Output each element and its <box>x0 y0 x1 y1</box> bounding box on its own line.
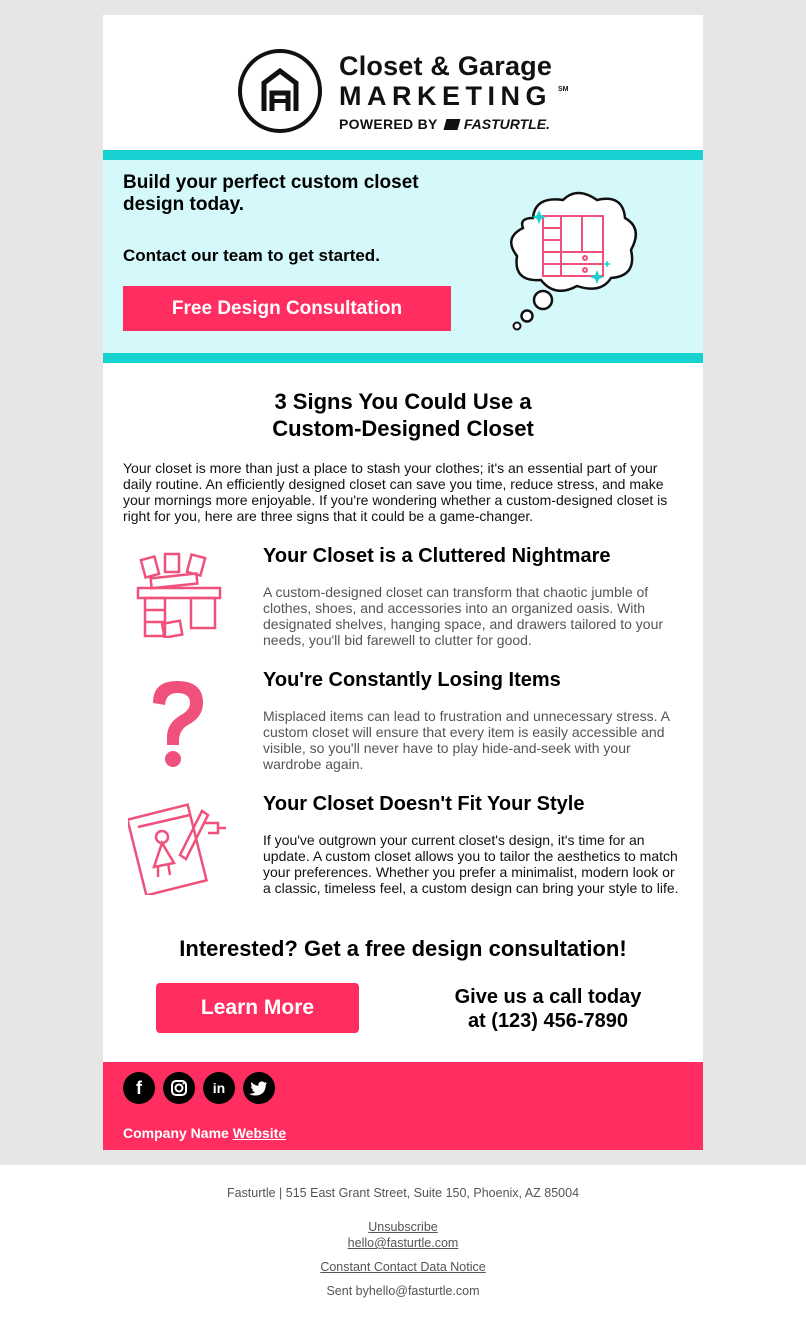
learn-more-button[interactable]: Learn More <box>156 983 359 1033</box>
email-link[interactable]: hello@fasturtle.com <box>347 1236 459 1250</box>
sign-2-body: Misplaced items can lead to frustration and unnecessary stress. A custom closet will ensure that every item is easily accessible and visible, so you'll never have to play hide-and-seek with your wardrobe again. <box>263 708 670 772</box>
unsubscribe-row <box>0 1220 806 1234</box>
website-link[interactable]: Website <box>232 1125 287 1141</box>
company-line <box>123 1125 286 1141</box>
sent-by: Sent byhello@fasturtle.com <box>326 1284 480 1298</box>
unsubscribe-link[interactable]: Unsubscribe <box>368 1220 438 1234</box>
call-to-action-text <box>423 985 673 1033</box>
linkedin-icon[interactable]: in <box>203 1072 235 1104</box>
logo-brand: FASTURTLE. <box>463 116 550 132</box>
design-sketch-icon <box>128 797 228 900</box>
logo-powered-by <box>339 116 550 132</box>
facebook-icon[interactable]: f <box>123 1072 155 1104</box>
hero-subhead: Contact our team to get started. <box>123 246 380 265</box>
cta-title: Interested? Get a free design consultation! <box>179 936 627 961</box>
logo-line-1: Closet & Garage <box>339 51 553 81</box>
hero-headline: Build your perfect custom closet design today. <box>123 172 419 215</box>
sign-1-heading: Your Closet is a Cluttered Nightmare <box>263 545 611 567</box>
sign-3-heading: Your Closet Doesn't Fit Your Style <box>263 793 585 815</box>
logo-sm-mark: SM <box>558 86 569 93</box>
sign-3-body: If you've outgrown your current closet's design, it's time for an update. A custom closet allows you to tailor the aesthetics to match your preferences. Whether you prefer a minimalist, modern look or a classic, timeless feel, a custom design can bring your style to life. <box>263 832 679 896</box>
email-card <box>103 15 703 1150</box>
hero-divider-top <box>103 150 703 160</box>
hero-banner <box>103 160 703 353</box>
article-intro: Your closet is more than just a place to stash your clothes; it's an essential part of your daily routine. An efficiently designed closet can save you time, reduce stress, and make your mornings more enjoyable. If you're wondering whether a custom-designed closet is right for you, here are three signs that it could be a game-changer. <box>123 460 668 524</box>
data-notice-row <box>0 1260 806 1274</box>
question-mark-icon <box>143 675 213 775</box>
sign-1-body: A custom-designed closet can transform that chaotic jumble of clothes, shoes, and accessories into an organized oasis. With designated shelves, hanging space, and drawers tailored to your needs, you'll bid farewell to clutter for good. <box>263 584 664 648</box>
thought-bubble-closet-icon <box>505 188 645 338</box>
data-notice-link[interactable]: Constant Contact Data Notice <box>320 1260 486 1274</box>
logo-line-2: MARKETING <box>339 81 552 111</box>
footer-address: Fasturtle | 515 East Grant Street, Suite 150, Phoenix, AZ 85004 <box>226 1186 580 1200</box>
header-logo[interactable] <box>103 15 703 150</box>
call-line-1: Give us a call today <box>454 986 642 1008</box>
logo-house-icon <box>238 49 322 133</box>
instagram-icon[interactable] <box>163 1072 195 1104</box>
article-title-line-1: 3 Signs You Could Use a <box>274 389 532 414</box>
article-title-line-2: Custom-Designed Closet <box>272 416 534 441</box>
article-title <box>103 388 703 442</box>
sign-2-heading: You're Constantly Losing Items <box>263 669 561 691</box>
cluttered-desk-icon <box>123 550 223 643</box>
social-footer <box>103 1062 703 1150</box>
free-consultation-button[interactable]: Free Design Consultation <box>123 286 451 331</box>
hero-divider-bottom <box>103 353 703 363</box>
twitter-icon[interactable] <box>243 1072 275 1104</box>
logo-powered-label: POWERED BY <box>339 116 438 132</box>
email-row <box>0 1236 806 1250</box>
email-footer <box>0 1165 806 1337</box>
call-line-2[interactable]: at (123) 456-7890 <box>467 1010 629 1032</box>
fasturtle-logo-icon <box>443 119 460 130</box>
company-name: Company Name <box>123 1125 229 1141</box>
